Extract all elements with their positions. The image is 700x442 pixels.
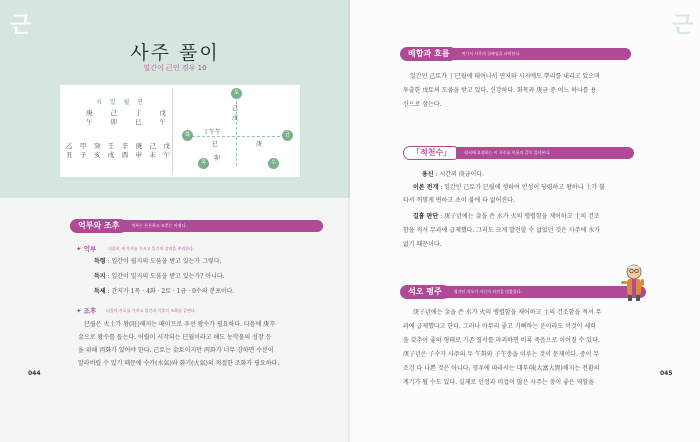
daewoon-stem: 辛 bbox=[121, 142, 129, 150]
section-seogo-header bbox=[400, 285, 646, 299]
fortune-text: : 庚子년에는 金을 쓴 水가 火의 맹렬함을 제어하고 土의 건조 bbox=[440, 213, 600, 220]
eokbu-label-text: 억부 bbox=[83, 245, 97, 253]
pillar-branches bbox=[86, 117, 166, 126]
fortune-key: 길흉 판단 bbox=[413, 213, 439, 220]
section-note-bar bbox=[456, 147, 634, 159]
section-title-text: 적천수 bbox=[420, 148, 444, 157]
element-wood-char: 卯 bbox=[214, 155, 221, 162]
daewoon-branches bbox=[66, 150, 170, 159]
fortune-row bbox=[413, 212, 600, 222]
fortune-line: 함을 적셔 무과에 급제했다. 그러도 크게 발전할 수 없었던 것은 사주에 水가 bbox=[403, 227, 600, 234]
daewoon-branch: 午 bbox=[163, 151, 170, 159]
reason-line: 타서 꺼멓게 변하고 초이 불에 타 없어진다. bbox=[403, 197, 515, 204]
johu-label: ✦ 조후 bbox=[76, 307, 97, 315]
section-note-bar bbox=[123, 220, 323, 232]
johu-line: 金으로 왕수를 돕는다. 어릴이 시작되는 巳월이라고 해도 농작물의 성장 등 bbox=[78, 334, 272, 341]
element-metal-badge: 금 bbox=[282, 130, 293, 141]
yongsin-key: 용신 bbox=[422, 171, 434, 178]
section-title: 「적천수」 bbox=[403, 146, 460, 160]
right-corner-char: 근 bbox=[672, 13, 694, 38]
eokbu-label: ✦ 억부 bbox=[76, 245, 97, 253]
daewoon-branch: 申 bbox=[135, 151, 143, 159]
left-page-number: 044 bbox=[28, 370, 41, 377]
daewoon-branch: 子 bbox=[79, 151, 87, 159]
section-note-bar bbox=[446, 286, 646, 298]
section-note: 여기서 사주의 집짜임을 파악한다. bbox=[461, 51, 521, 56]
johu-line: 巳월은 火土가 왕(旺)해지는 때이므로 우선 왕수가 필요하다. 다음에 庚辛 bbox=[84, 321, 276, 328]
section-baehap-header bbox=[400, 47, 631, 61]
yongsin-row bbox=[422, 170, 484, 180]
element-metal-char: 庚 bbox=[256, 141, 263, 148]
johu-line: 을 위해 丙화가 있어야 한다. 己토는 金토이지만 丙화가 너무 강하면 수분이 bbox=[78, 347, 274, 354]
daewoon-branch: 酉 bbox=[121, 151, 129, 159]
reason-key: 이론 전개 bbox=[413, 184, 439, 191]
scholar-illustration-icon bbox=[618, 262, 650, 302]
section-note: 억부는 튼튼하고 조후는 아쉽다. bbox=[131, 223, 187, 228]
fortune-line: 없기 때문이다. bbox=[403, 241, 442, 248]
pillar-stem: 丁 bbox=[135, 109, 142, 117]
pillar-branch: 卯 bbox=[110, 118, 117, 126]
element-water-badge: 수 bbox=[268, 158, 279, 169]
baehap-line: 신으로 삼는다. bbox=[403, 101, 442, 108]
pillar-stem: 戊 bbox=[159, 109, 166, 117]
reason-row bbox=[413, 183, 605, 193]
pillar-stem: 庚 bbox=[86, 109, 93, 117]
eokbu-row bbox=[94, 287, 235, 297]
page-title: 사주 풀이 bbox=[130, 42, 220, 64]
seogo-line: 과에 급제했다고 한다. 그러나 아무리 좋고 기뻐하는 운이라도 이것이 세력 bbox=[403, 323, 596, 330]
section-note: 평가인 석오가 자신의 의견을 덧붙였다. bbox=[453, 289, 522, 294]
seogo-line: 庚子년에는 金을 쓴 水가 火의 맹렬함을 제어하고 土의 건조함을 적셔 무 bbox=[413, 309, 602, 316]
element-wood-badge: 목 bbox=[198, 158, 209, 169]
pillar-branch: 午 bbox=[86, 118, 93, 126]
eokbu-row bbox=[94, 257, 221, 267]
eokbu-key: 득지 bbox=[94, 273, 106, 280]
baehap-line: 투출한 戊토의 도움을 받고 있다. 신강하다. 화목과 庚금 중 어느 하나를 용 bbox=[403, 87, 597, 94]
eokbu-key: 득세 bbox=[94, 288, 106, 295]
yongsin-text: : 시간의 庚금이다. bbox=[435, 171, 485, 178]
element-fire-char: 巳 bbox=[212, 141, 219, 148]
left-corner-char: 근 bbox=[10, 13, 32, 38]
chart-divider bbox=[172, 88, 173, 174]
johu-label-text: 조후 bbox=[83, 307, 97, 315]
pillar-header: 시 일 월 연 bbox=[96, 99, 146, 106]
eokbu-text: : 간지가 1목 · 4화 · 2토 · 1금 · 0수의 분포이다. bbox=[107, 288, 235, 295]
eokbu-note: 더울의 세 가지를 가지고 일간의 강약을 추리한다. bbox=[108, 246, 195, 251]
element-fire-badge: 화 bbox=[182, 130, 193, 141]
eokbu-row bbox=[94, 272, 225, 282]
section-title: 억부와 조후 bbox=[70, 219, 127, 233]
section-note: 원서에 요점하는 이 사주를 이용의 같이 풀어본다. bbox=[464, 150, 551, 155]
seogo-line: 庚子년은 子수가 사주의 두 午화와 子午충을 이루는 것이 문제이다. 중이 무 bbox=[403, 351, 600, 358]
seogo-line: 조건 다 나쁜 것은 아니다. 경우에 따라서는 대부대(大富大貴)해지는 전환의 bbox=[403, 365, 600, 372]
section-jeokcheonsu-header bbox=[403, 146, 634, 160]
pillar-branch: 午 bbox=[159, 118, 166, 126]
daewoon-stem: 壬 bbox=[107, 142, 115, 150]
section-eokbu-johu-header bbox=[70, 219, 323, 233]
daewoon-stem: 乙 bbox=[66, 142, 73, 150]
element-earth-char: 己 bbox=[232, 105, 239, 112]
baehap-line: 일간인 己토가 丁巳월에 태어나서 연지와 시지에도 뿌리를 내리고 있으며 bbox=[410, 73, 600, 80]
daewoon-stem: 甲 bbox=[79, 142, 87, 150]
section-title: 석오 평주 bbox=[400, 285, 450, 299]
daewoon-stems bbox=[66, 141, 170, 150]
daewoon-stem: 戊 bbox=[163, 142, 170, 150]
section-title: 배합과 흐름 bbox=[400, 47, 457, 61]
eokbu-text: : 일간이 월지의 도움을 받고 있는가 그렇다. bbox=[107, 258, 222, 265]
daewoon-branch: 亥 bbox=[93, 151, 101, 159]
element-earth-badge: 토 bbox=[231, 88, 242, 99]
section-note-bar bbox=[453, 48, 631, 60]
johu-note: 더울의 사로를 가지고 일간과 기후의 조화를 살핀다. bbox=[106, 308, 197, 313]
eokbu-key: 득령 bbox=[94, 258, 106, 265]
daewoon-branch: 丑 bbox=[66, 151, 73, 159]
daewoon-branch: 未 bbox=[149, 151, 157, 159]
element-fire-char: 丁午午 bbox=[203, 129, 222, 136]
johu-line: 말라버릴 수 있기 때문에 수가(水氣)와 화기(火氣)의 적절한 조화가 필요하다. bbox=[78, 360, 280, 367]
daewoon-stem: 己 bbox=[149, 142, 157, 150]
pillar-stem: 己 bbox=[110, 109, 117, 117]
right-page-number: 045 bbox=[660, 370, 673, 377]
daewoon-stem: 癸 bbox=[93, 142, 101, 150]
eokbu-text: : 일간이 일지의 도움을 받고 있는가? 아니다. bbox=[107, 273, 225, 280]
page-subtitle: 일간이 己인 경우 10 bbox=[143, 64, 207, 72]
daewoon-branch: 戌 bbox=[107, 151, 115, 159]
seogo-line: 을 갖추어 좋의 형태로 기존 질서를 파괴하면 비록 죽음으로 이어질 수 있다. bbox=[403, 337, 600, 344]
pillar-branch: 巳 bbox=[135, 118, 142, 126]
reason-text: : 일간인 己토가 巳월에 생하여 인성이 당령하고 왕하니 土가 불 bbox=[440, 184, 605, 191]
daewoon-stem: 庚 bbox=[135, 142, 143, 150]
pillar-stems bbox=[86, 108, 166, 117]
seogo-line: 계기가 될 수도 있다. 실제로 인성과 비겁이 많은 사주는 충이 좋은 역할을 bbox=[403, 379, 594, 386]
element-earth-char: 戊 bbox=[232, 115, 239, 122]
